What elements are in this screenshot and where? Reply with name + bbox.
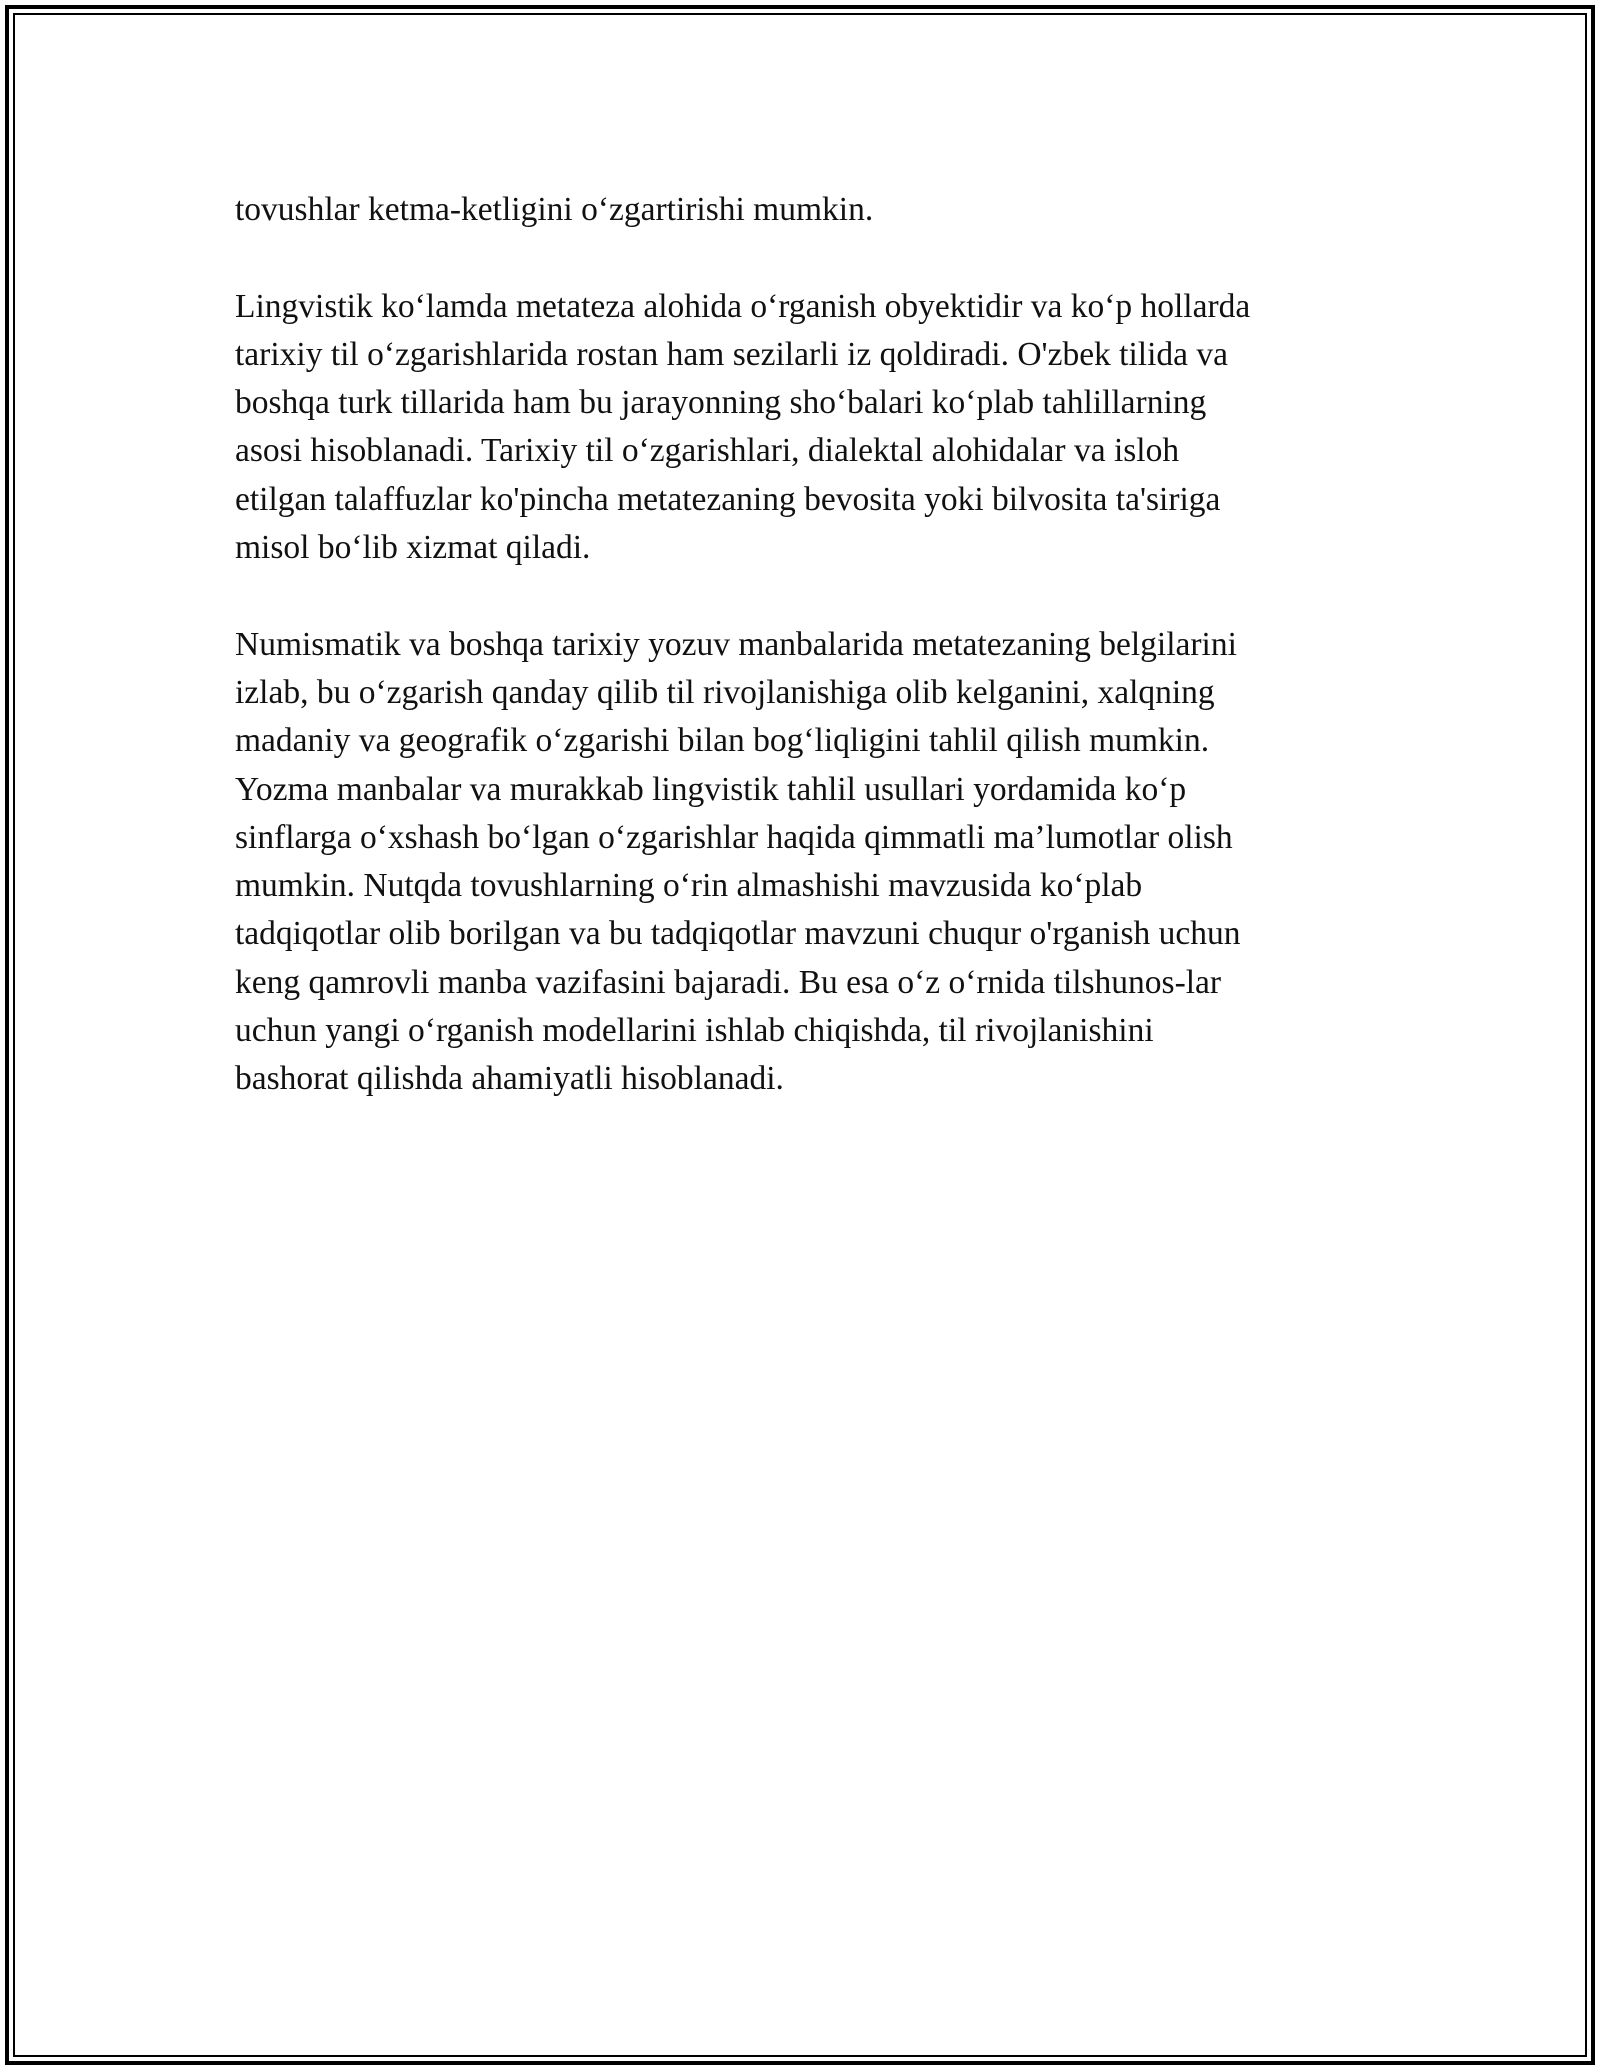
text-line: keng qamrovli manba vazifasini bajaradi. Bu esa o‘z o‘rnida tilshunos-lar [235,963,1222,1001]
text-line: tarixiy til o‘zgarishlarida rostan ham sezilarli iz qoldiradi. O'zbek tilida va [235,335,1229,373]
document-body [235,186,1365,1104]
paragraph-continuation [235,186,1365,234]
paragraph-linguistic-scope [235,283,1365,573]
text-line: madaniy va geografik o‘zgarishi bilan bog‘liqligini tahlil qilish mumkin. [235,722,1210,760]
text-line: sinflarga o‘xshash bo‘lgan o‘zgarishlar haqida qimmatli ma’lumotlar olish [235,818,1233,856]
text-line: Lingvistik ko‘lamda metateza alohida o‘rganish obyektidir va ko‘p hollarda [235,287,1251,325]
text-line: uchun yangi o‘rganish modellarini ishlab chiqishda, til rivojlanishini [235,1012,1154,1050]
paragraph-historical-sources [235,621,1365,1104]
text-line: Yozma manbalar va murakkab lingvistik tahlil usullari yordamida ko‘p [235,770,1187,808]
text-line: tadqiqotlar olib borilgan va bu tadqiqotlar mavzuni chuqur o'rganish uchun [235,915,1241,953]
text-line: tovushlar ketma-ketligini o‘zgartirishi mumkin. [235,191,874,228]
text-line: bashorat qilishda ahamiyatli hisoblanadi. [235,1060,784,1098]
text-line: boshqa turk tillarida ham bu jarayonning sho‘balari ko‘plab tahlillarning [235,384,1207,422]
text-line: misol bo‘lib xizmat qiladi. [235,529,591,567]
text-line: Numismatik va boshqa tarixiy yozuv manbalarida metatezaning belgilarini [235,625,1237,663]
text-line: asosi hisoblanadi. Tarixiy til o‘zgarishlari, dialektal alohidalar va isloh [235,432,1180,470]
text-line: izlab, bu o‘zgarish qanday qilib til rivojlanishiga olib kelganini, xalqning [235,673,1215,711]
text-line: mumkin. Nutqda tovushlarning o‘rin almashishi mavzusida ko‘plab [235,867,1143,905]
text-line: etilgan talaffuzlar ko'pincha metatezaning bevosita yoki bilvosita ta'siriga [235,480,1221,518]
